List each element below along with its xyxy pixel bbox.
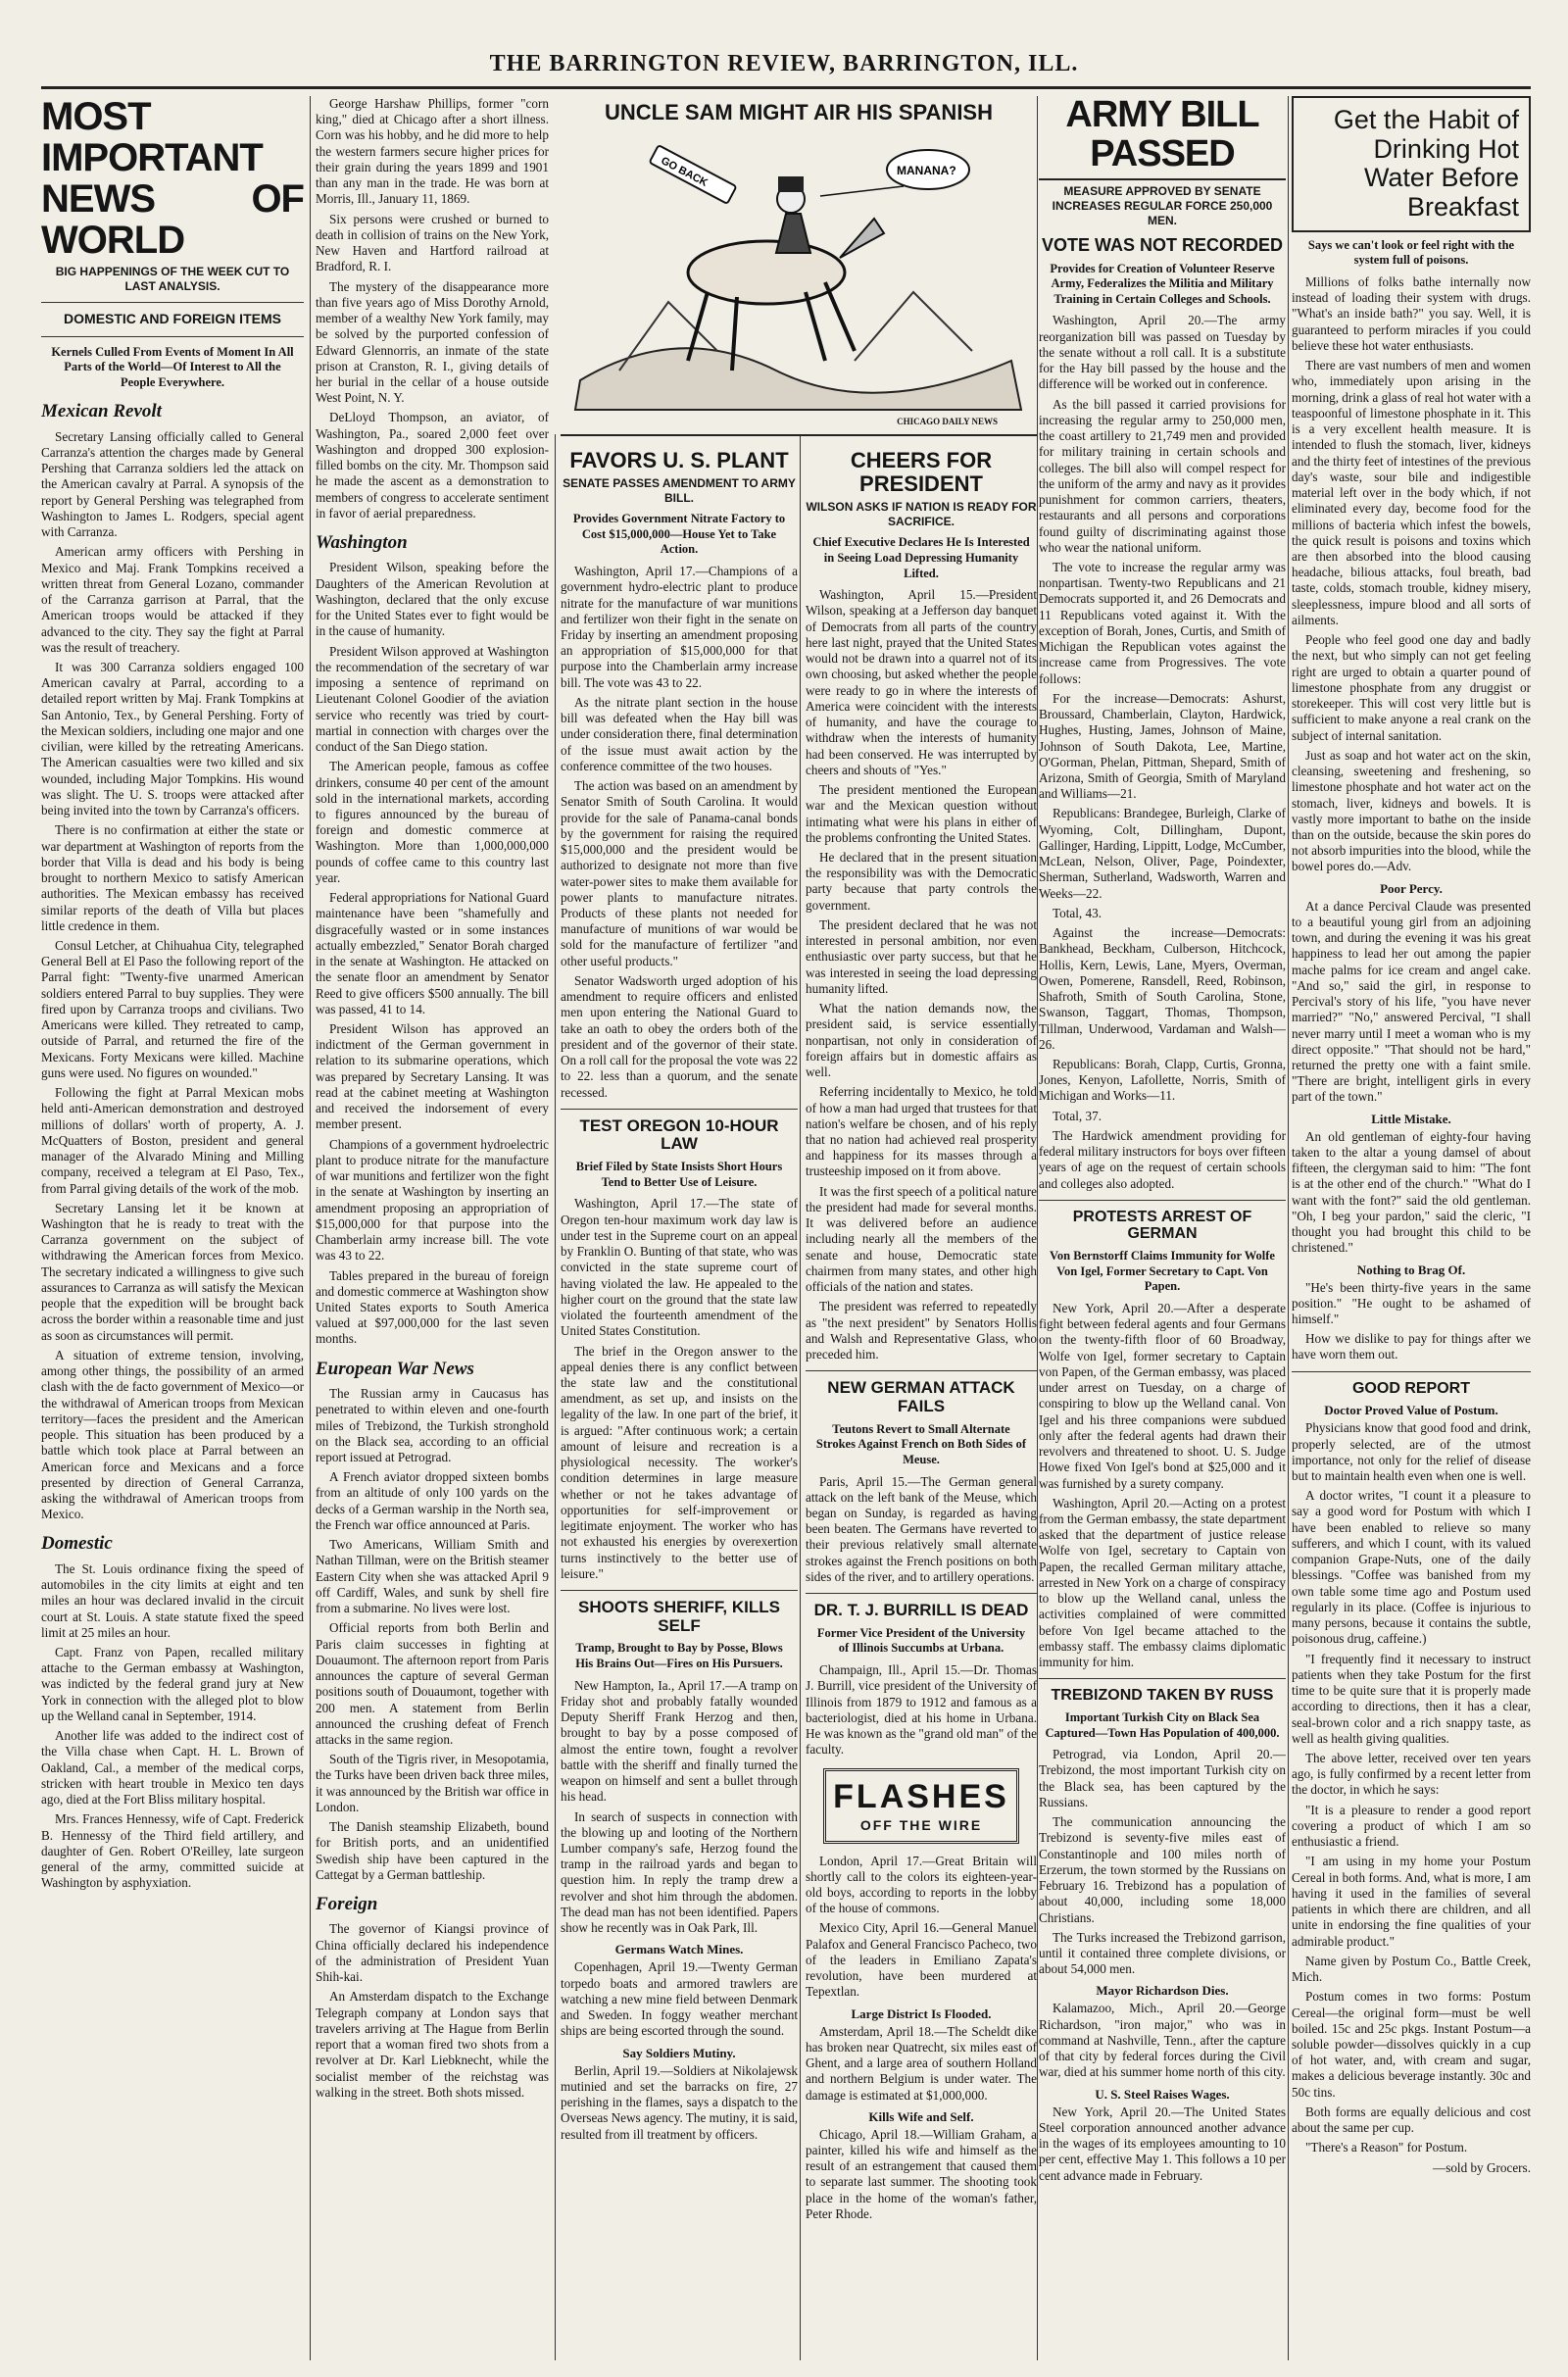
paragraph: Postum comes in two forms: Postum Cereal—the original form—must be well boiled. 15c and 25c pkgs. Instant Postum—a soluble powder—dissolves quickly in a cup of hot water, and, with cream and sugar, makes a delicious beverage instantly. 30c and 50c tins. — [1292, 1989, 1531, 2100]
column-2 — [316, 96, 549, 2360]
paragraph: Both forms are equally delicious and cost about the same per cup. — [1292, 2104, 1531, 2136]
paragraph: Total, 37. — [1053, 1108, 1102, 1123]
deck: Provides for Creation of Volunteer Reserve Army, Federalizes the Militia and Military Training in Certain Colleges and Schools. — [1050, 261, 1275, 306]
headline: DR. T. J. BURRILL IS DEAD — [813, 1601, 1029, 1620]
paragraph: American army officers with Pershing in Mexico and Maj. Frank Tompkins received a written threat from General Lozano, commander of the Carranza garrison at Parral, that the American troops would be attacked if they advanced to the city. They say the fight at Parral was the result of treachery. — [41, 544, 304, 655]
paragraph: President Wilson, speaking before the Daughters of the American Revolution at Washington, declared that the only excuse for the United States ever to fight would be in the cause of humanity. — [316, 560, 549, 639]
deck: Former Vice President of the University of Illinois Succumbs at Urbana. — [816, 1625, 1026, 1656]
subheading: Kills Wife and Self. — [868, 2108, 974, 2124]
paragraph: Washington, April 15.—President Wilson, speaking at a Jefferson day banquet of Democrats from all parts of the country here last night, prayed that the United States would not be drawn into a quarrel not of its own choosing, but asked whether the people were ready to go in where the interests of America were coincident with the interests of humanity, and have the courage to withdraw when the interests of humanity had been conserved. He was interrupted by cheers and shouts of "Yes." — [806, 587, 1037, 777]
paragraph: Name given by Postum Co., Battle Creek, Mich. — [1292, 1953, 1531, 1985]
paragraph: In search of suspects in connection with the blowing up and looting of the Northern Lumber company's safe, Herzog found the tramp in the railroad yards and began to question him. In reply the tramp drew a revolver and shot him through the abdomen. The dead man has not been identified. Papers show he recently was in Oak Park, Ill. — [561, 1808, 798, 1936]
headline: NEW GERMAN ATTACK FAILS — [827, 1378, 1015, 1415]
divider — [1039, 1200, 1286, 1201]
column-4 — [806, 441, 1037, 2360]
paragraph: The St. Louis ordinance fixing the speed of automobiles in the city limits at eight and ten miles an hour was declared invalid in the circuit court at St. Louis. A state statute fixed the speed limit at 25 miles an hour. — [41, 1560, 304, 1640]
paragraph: Secretary Lansing officially called to General Carranza's attention the charges made by General Pershing that Carranza soldiers led the attack on the American cavalry at Parral. A synopsis of the report by General Pershing was telegraphed from Washington to James L. Rodgers, special agent with Carranza. — [41, 428, 304, 540]
subheading: Large District Is Flooded. — [851, 2006, 992, 2021]
paragraph: Total, 43. — [1053, 905, 1102, 920]
top-rule — [41, 86, 1531, 89]
paragraph: For the increase—Democrats: Ashurst, Broussard, Chamberlain, Clayton, Hardwick, Hughes, Husting, James, Johnson of Maine, Johnson of South Dakota, Lee, Martine, O'Gorman, Phelan, Pittman, Shepard, Smith of Arizona, Smith of Georgia, Smith of Maryland and Williams—21. — [1039, 690, 1286, 802]
column-rule — [1288, 96, 1289, 2360]
section-heading: European War News — [316, 1358, 474, 1379]
paragraph: —sold by Grocers. — [1433, 2159, 1531, 2175]
paragraph: Washington, April 17.—Champions of a government hydro-electric plant to produce nitrate for the manufacture of war munitions and fertilizer won their fight in the senate on Friday by inserting an amendment proposing an appropriation of $15,000,000 for that purpose into the Chamberlain army increase bill. The vote was 43 to 22. — [561, 564, 798, 690]
column-rule — [800, 434, 801, 2360]
paragraph: Referring incidentally to Mexico, he told of how a man had urged that trustees for that nation's welfare be chosen, and of his reply that no nation had achieved real prosperity and happiness for its masses through a trusteeship imposed on it from above. — [806, 1084, 1037, 1179]
paragraph: People who feel good one day and badly the next, but who simply can not get feeling right are urged to obtain a quarter pound of limestone phosphate from any druggist or storekeeper. This will cost very little but is sufficient to make anyone a real crank on the subject of internal sanitation. — [1292, 632, 1531, 743]
paragraph: The president declared that he was not interested in personal ambition, nor even enthusiastic over party success, but that he was interested in seeing the load depressing humanity lifted. — [806, 916, 1037, 996]
paragraph: Champions of a government hydroelectric plant to produce nitrate for the manufacture of war munitions and fertilizer won the fight in the senate at Washington by inserting an amendment proposing an appropriation of $15,000,000 for that purpose into the Chamberlain army increase bill. The vote was 43 to 22. — [316, 1136, 549, 1263]
paragraph: The Turks increased the Trebizond garrison, until it contained three complete divisions, or about 54,000 men. — [1039, 1929, 1286, 1977]
paragraph: What the nation demands now, the president said, is service essentially nonpartisan, not only in consideration of foreign affairs but in domestic affairs as well. — [806, 1001, 1037, 1080]
headline: TREBIZOND TAKEN BY RUSS — [1051, 1687, 1274, 1705]
paragraph: Chicago, April 18.—William Graham, a painter, killed his wife and himself as the result of an estrangement that caused them to separate last summer. The shooting took place in the home of the woman's father, Peter Rhode. — [806, 2126, 1037, 2221]
headline: FAVORS U. S. PLANT — [569, 448, 789, 472]
headline: VOTE WAS NOT RECORDED — [1041, 234, 1283, 255]
paragraph: Washington, April 20.—The army reorganization bill was passed on Tuesday by the senate without a roll call. It is a substitute for the Hay bill passed by the house and the difference will be worked out in conference. — [1039, 313, 1286, 392]
paragraph: The vote to increase the regular army was nonpartisan. Twenty-two Republicans and 21 Democrats supported it, and 26 Democrats and 11 Republicans voted against it. With the exception of Borah, Jones, Curtis, and Smith of Michigan the Republican votes against the increase came from Progressives. The vote follows: — [1039, 559, 1286, 686]
divider — [561, 1590, 798, 1591]
deck: Kernels Culled From Events of Moment In All Parts of the World—Of Interest to All the People Everywhere. — [51, 344, 294, 389]
paragraph: Washington, April 17.—The state of Oregon ten-hour maximum work day law is under test in the Supreme court on an appeal by Franklin O. Bunting of that state, who was convicted in the state supreme court of having violated the law. He appealed to the higher court on the ground that the state law violated the fourteenth amendment of the United States Constitution. — [561, 1196, 798, 1339]
paragraph: It was the first speech of a political nature the president had made for several months. It was delivered before an audience including nearly all the members of the senate and house, Democratic state chairmen from many states, and other high officials of the nation and states. — [806, 1183, 1037, 1295]
paragraph: How we dislike to pay for things after we have worn them out. — [1292, 1331, 1531, 1362]
paragraph: The president was referred to repeatedly as "the next president" by Senators Hollis and Walsh and Representative Glass, who preceded him. — [806, 1299, 1037, 1362]
column-rule — [1037, 96, 1038, 2360]
subheading: Say Soldiers Mutiny. — [622, 2045, 736, 2060]
paragraph: Champaign, Ill., April 15.—Dr. Thomas J. Burrill, vice president of the University of Illinois from 1879 to 1912 and famous as a bacteriologist, died at his home in Urbana. He was known as the "grand old man" of the faculty. — [806, 1662, 1037, 1758]
paragraph: Republicans: Brandegee, Burleigh, Clarke of Wyoming, Colt, Dillingham, Dupont, Gallinger, Harding, Lippitt, Lodge, McCumber, McLean, Nelson, Oliver, Page, Poindexter, Sherman, Sutherland, Wadsworth, Warren and Weeks—22. — [1039, 806, 1286, 901]
paragraph: An Amsterdam dispatch to the Exchange Telegraph company at London says that travelers arriving at The Hague from Berlin report that a woman fired two shots from a revolver at Dr. Karl Liebknecht, while the socialist member of the reichstag was walking in the street. Both shots missed. — [316, 1989, 549, 2100]
headline: SHOOTS SHERIFF, KILLS SELF — [578, 1598, 780, 1635]
paragraph: The above letter, received over ten years ago, is fully confirmed by a recent letter from the doctor, in which he says: — [1292, 1750, 1531, 1798]
deck: Provides Government Nitrate Factory to Cost $15,000,000—House Yet to Take Action. — [572, 512, 786, 557]
paragraph: Secretary Lansing let it be known at Washington that he is ready to treat with the Carranza government on the subject of withdrawing the American forces from Mexico. The secretary indicated a willingness to give such assurances to Carranza as will satisfy the Mexican people that the expedition will be brought back across the border within a reasonable time and just as soon as circumstances will permit. — [41, 1200, 304, 1343]
headline: GOOD REPORT — [1351, 1379, 1470, 1397]
paragraph: The governor of Kiangsi province of China officially declared his independence of the administration of President Yuan Shih-kai. — [316, 1921, 549, 1985]
divider — [561, 1109, 798, 1110]
column-rule — [310, 96, 311, 2360]
deck: SENATE PASSES AMENDMENT TO ARMY BILL. — [563, 476, 796, 506]
paragraph: As the bill passed it carried provisions for increasing the regular army to 250,000 men, the coast artillery to 21,749 men and provided for military training in certain schools and colleges. The bill also will compel respect for the uniform of the army and navy as it provides punishment for common carriers, theaters, restaurants and all persons and corporations found guilty of discriminating against those who wear the national uniform. — [1039, 396, 1286, 555]
cartoon-sign: GO BACK — [659, 155, 710, 190]
paragraph: President Wilson approved at Washington the recommendation of the secretary of war imposing a sentence of reprimand on Lieutenant Colonel Goodier of the aviation service who recently was tried by court-martial in connection with charges over the conduct of the San Diego station. — [316, 643, 549, 755]
paragraph: Consul Letcher, at Chihuahua City, telegraphed General Bell at El Paso the following report of the Parral fight: "Twenty-five unarmed American soldiers entered Parral to buy supplies. They were fired upon by Carranza troops and civilians. Two Americans were killed. They retreated to camp, outside of Parral, and returned the fire of the Mexicans. Forty Mexicans were killed. Machine guns were used. No figures on wounded." — [41, 938, 304, 1080]
paragraph: Kalamazoo, Mich., April 20.—George Richardson, "iron major," who was in command at Nashville, Tenn., after the capture of that city by federal forces during the Civil war, died at his summer home north of this city. — [1039, 2001, 1286, 2080]
paragraph: A French aviator dropped sixteen bombs from an altitude of only 100 yards on the decks of a German warship in the North sea, the French war office announced at Paris. — [316, 1469, 549, 1532]
divider — [41, 302, 304, 303]
paragraph: Against the increase—Democrats: Bankhead, Beckham, Culberson, Hitchcock, Hollis, Kern, Lewis, Lane, Myers, Overman, Owen, Pomerene, Ransdell, Reed, Robinson, Shafroth, Smith of South Carolina, Stone, Swanson, Taggart, Thomas, Thompson, Tillman, Underwood, Vardaman and Walsh—26. — [1039, 925, 1286, 1052]
paragraph: President Wilson has approved an indictment of the German government in relation to its submarine operations, which was prepared by Secretary Lansing. It was read at the cabinet meeting at Washington and received the indorsement of every member present. — [316, 1021, 549, 1132]
section-heading: Foreign — [316, 1894, 378, 1915]
paragraph: Berlin, April 19.—Soldiers at Nikolajewsk mutinied and set the barracks on fire, 27 perishing in the flames, says a dispatch to the Overseas News agency. The mutiny, it is said, resulted from ill treatment by officers. — [561, 2062, 798, 2142]
paragraph: Senator Wadsworth urged adoption of his amendment to require officers and enlisted men upon entering the National Guard to take an oath to obey the orders both of the president and of the governor of their state. On a roll call for the proposal the vote was 22 to 22. less than a quorum, and the senate recessed. — [561, 972, 798, 1100]
paragraph: South of the Tigris river, in Mesopotamia, the Turks have been driven back three miles, it was announced by the British war office in London. — [316, 1752, 549, 1814]
divider — [806, 1370, 1037, 1371]
cartoon-credit: CHICAGO DAILY NEWS — [897, 417, 998, 426]
paragraph: The Russian army in Caucasus has penetrated to within eleven and one-fourth miles of Trebizond, the Turkish stronghold on the Black sea, according to an official report issued at Petrograd. — [316, 1386, 549, 1464]
paragraph: The American people, famous as coffee drinkers, consume 40 per cent of the amount sold in the international markets, according to figures announced by the bureau of foreign and domestic commerce at Washington. More than 1,000,000,000 pounds of coffee came to this country last year. — [316, 759, 549, 885]
main-headline: MOST IMPORTANT NEWS OF WORLD — [41, 96, 304, 262]
deck: Von Bernstorff Claims Immunity for Wolfe Von Igel, Former Secretary to Capt. Von Papen. — [1050, 1249, 1275, 1294]
paragraph: Washington, April 20.—Acting on a protest from the German embassy, the state department asked that the department of justice release Wolfe von Igel, secretary to Captain von Papen, the recalled German military attache, arrested in New York on a charge of conspiracy to blow up the Welland canal, unless the activities complained of were committed before Von Igel became attached to the embassy staff. The embassy claims diplomatic immunity for him. — [1039, 1495, 1286, 1670]
subheading: U. S. Steel Raises Wages. — [1095, 2086, 1230, 2102]
paragraph: Millions of folks bathe internally now instead of loading their system with drugs. "What's an inside bath?" you say. Well, it is guaranteed to perform miracles if you could believe these hot water enthusiasts. — [1292, 274, 1531, 353]
paragraph: The action was based on an amendment by Senator Smith of South Carolina. It would provide for the sale of Panama-canal bonds by the government for raising the required $15,000,000 and the president would be authorized to designate not more than five water-power sites to make them available for power plants to manufacture nitrates. Products of these plants not needed for manufacture of munitions of war would be sold for the manufacture of fertilizer "and other useful products." — [561, 778, 798, 968]
paragraph: Official reports from both Berlin and Paris claim successes in fighting at Douaumont. The afternoon report from Paris announces the capture of several German positions south of Douaumont, together with 200 men. A statement from Berlin announced the crushing defeat of French attacks in the same region. — [316, 1620, 549, 1747]
paragraph: Following the fight at Parral Mexican mobs held anti-American demonstration and destroyed millions of dollars' worth of property, A. J. McQuatters of Boston, president and general manager of the Alvarado Mining and Milling company, received a telegram at El Paso, Tex., from Parral giving details of the work of the mob. — [41, 1085, 304, 1196]
paragraph: The Hardwick amendment providing for federal military instructors for boys over fifteen years of age on the request of certain schools and colleges also adopted. — [1039, 1127, 1286, 1191]
section-heading: Mexican Revolt — [41, 401, 162, 422]
headline: PROTESTS ARREST OF GERMAN — [1072, 1208, 1252, 1243]
cartoon-illustration — [561, 125, 1037, 420]
deck: WILSON ASKS IF NATION IS READY FOR SACRIFICE. — [806, 500, 1037, 529]
paragraph: The mystery of the disappearance more than five years ago of Miss Dorothy Arnold, member of a wealthy New York family, may be solved by the purported confession of Edward Glennorris, an inmate of the state prison at Cranston, R. I., giving details of her burial in the cellar of a house outside West Point, N. Y. — [316, 278, 549, 406]
paragraph: New York, April 20.—After a desperate fight between federal agents and four Germans on the twenty-fifth floor of 60 Broadway, Wolfe von Igel, former secretary to Captain von Papen, of the German embassy, was placed under arrest on Tuesday, on a charge of conspiring to blow up the Welland canal. Von Igel and his three companions were subdued only after the federal agents had drawn their revolvers and threatened to shoot. U. S. Judge Howe fixed Von Igel's bond at $25,000 and it was furnished by a surety company. — [1039, 1300, 1286, 1491]
paragraph: London, April 17.—Great Britain will shortly call to the colors its eighteen-year-old boys, according to reports in the lobby of the house of commons. — [806, 1853, 1037, 1916]
paragraph: At a dance Percival Claude was presented to a beautiful young girl from an adjoining town, and during the evening it was his great happiness to lead her out among the papier mache palms for ice cream and angel cake. "And so," said the girl, in response to Percival's story of his life, "you have never married?" "No," answered Percival, "I shall never marry until I meet a woman who is my direct opposite." "That should not be hard," returned the pretty one with a faint smile. "There are bright, intelligent girls in every part of the town." — [1292, 898, 1531, 1105]
deck: Teutons Revert to Small Alternate Strokes Against French on Both Sides of Meuse. — [815, 1421, 1027, 1466]
paragraph: Mrs. Frances Hennessy, wife of Capt. Frederick B. Hennessy of the Third field artillery, and daughter of Gen. Robert O'Reilley, late surgeon general of the army, committed suicide at Washington by asphyxiation. — [41, 1811, 304, 1891]
deck: Important Turkish City on Black Sea Captured—Town Has Population of 400,000. — [1045, 1709, 1280, 1740]
column-1 — [41, 96, 304, 2360]
subheading: Nothing to Brag Of. — [1356, 1262, 1466, 1277]
paragraph: "I frequently find it necessary to instruct patients when they take Postum for the first time to be quite sure that it is properly made according to directions, then it has a clear, seal-brown color and a rich snappy taste, as well as health giving qualities. — [1292, 1651, 1531, 1746]
paragraph: The Danish steamship Elizabeth, bound for British ports, and an unidentified Swedish ship have been captured in the Cattegat by a German battleship. — [316, 1819, 549, 1882]
section-heading: Domestic — [41, 1533, 113, 1555]
column-3 — [561, 441, 798, 2360]
deck: Tramp, Brought to Bay by Posse, Blows His Brains Out—Fires on His Pursuers. — [575, 1641, 783, 1671]
divider — [41, 336, 304, 337]
paragraph: He declared that in the present situation the responsibility was with the Democratic party because that party controls the government. — [806, 850, 1037, 913]
subheading: Mayor Richardson Dies. — [1096, 1983, 1229, 1999]
paragraph: Two Americans, William Smith and Nathan Tillman, were on the British steamer Eastern City when she was attacked April 9 off Cardiff, Wales, and sunk by shell fire from a submarine. No lives were lost. — [316, 1537, 549, 1616]
advert-headline: Get the Habit of Drinking Hot Water Before Breakfast — [1333, 105, 1519, 223]
subheading: Germans Watch Mines. — [614, 1942, 744, 1957]
paragraph: "I am using in my home your Postum Cereal in both forms. And, what is more, I am having it used in the families of several patients in which there are children, and all unite in endorsing the fine qualities of your admirable product." — [1292, 1854, 1531, 1949]
headline: ARMY BILL PASSED — [1039, 96, 1286, 180]
paragraph: New York, April 20.—The United States Steel corporation announced another advance in the wages of its employees amounting to 10 per cent, effective May 1. This follows a 10 per cent advance made in February. — [1039, 2104, 1286, 2183]
column-5 — [1039, 96, 1286, 2360]
paragraph: Six persons were crushed or burned to death in collision of trains on the New York, New Haven and Hartford railroad at Bradford, R. I. — [316, 211, 549, 274]
flashes-title: FLASHES — [833, 1777, 1009, 1815]
paragraph: Petrograd, via London, April 20.—Trebizond, the most important Turkish city on the Black sea, has been captured by the Russians. — [1039, 1747, 1286, 1809]
divider — [806, 1593, 1037, 1594]
paragraph: Capt. Franz von Papen, recalled military attache to the German embassy at Washington, was indicted by the federal grand jury at New York in connection with the alleged plot to blow up the Welland canal in September, 1914. — [41, 1644, 304, 1723]
flashes-box — [823, 1768, 1019, 1844]
cartoon-title: UNCLE SAM MIGHT AIR HIS SPANISH — [604, 100, 993, 124]
paragraph: "It is a pleasure to render a good report covering a product of which I am so enthusiastic a friend. — [1292, 1802, 1531, 1850]
paragraph: There is no confirmation at either the state or war department at Washington of reports from the border that Villa is dead and his body is being brought to northern Mexico to satisfy American authorities. The Mexican embassy has received similar reports of the death of Villa but places little credence in them. — [41, 822, 304, 933]
paragraph: Amsterdam, April 18.—The Scheldt dike has broken near Quatrecht, six miles east of Ghent, and a large area of southern Holland and northern Belgium is under water. The damage is estimated at $1,000,000. — [806, 2023, 1037, 2103]
column-rule — [555, 434, 556, 2360]
paragraph: A doctor writes, "I count it a pleasure to say a good word for Postum with which I have been enabled to relieve so many sufferers, and which I count, with its valued companion Grape-Nuts, one of the daily blessings. "Coffee was banished from my own table some time ago and Postum used regularly in its place. (Coffee is injurious to many persons, because it contains the subtle, poisonous drug, caffeine.) — [1292, 1488, 1531, 1647]
paragraph: New Hampton, Ia., April 17.—A tramp on Friday shot and probably fatally wounded Deputy Sheriff Frank Herzog and then, brought to bay by a posse composed of almost the entire town, fought a revolver battle with the sheriff and finally turned the weapon on himself and sent a bullet through his head. — [561, 1677, 798, 1805]
headline: CHEERS FOR PRESIDENT — [850, 448, 993, 497]
editorial-cartoon — [561, 96, 1037, 436]
subheading: Poor Percy. — [1380, 880, 1443, 896]
paragraph: The brief in the Oregon answer to the appeal denies there is any conflict between the state law and the constitutional amendment, as set up, and insists on the legality of the law. In one part of the brief, it is argued: "After continuous work; a certain amount of leisure and recreation is a physiological necessity. The worker's condition determines in large measure whether or not he takes advantage of opportunities for self-improvement or legitimate enjoyment. The worker who has not exhausted his energies by overexertion turns instinctively to the better use of leisure." — [561, 1343, 798, 1581]
paragraph: Federal appropriations for National Guard maintenance have been "shamefully and disgracefully wasted or in some instances actually embezzled," Senator Borah charged in the senate at Washington. He attacked on the senate floor an amendment by Senator Reed to give officers $500 annually. The bill was passed, 41 to 14. — [316, 890, 549, 1016]
deck: BIG HAPPENINGS OF THE WEEK CUT TO LAST ANALYSIS. — [55, 265, 290, 293]
advert-headline-box — [1292, 96, 1531, 232]
paragraph: A situation of extreme tension, involving, among other things, the possibility of an armed clash with the de facto government of Mexico—or the withdrawal of American troops from Mexican territory—faces the president and the American people. This situation has been produced by a battle which took place at Parral between an American force and Mexicans and a force presented by direction of General Carranza, asking the withdrawal of American troops from Mexico. — [41, 1347, 304, 1522]
paragraph: "There's a Reason" for Postum. — [1305, 2140, 1468, 2155]
paragraph: Another life was added to the indirect cost of the Villa chase when Capt. H. L. Brown of Oakland, Cal., a member of the medical corps, stricken with heart trouble in Mexico ten days ago, died at the Fort Bliss military hospital. — [41, 1728, 304, 1808]
paragraph: Just as soap and hot water act on the skin, cleansing, sweetening and freshening, so limestone phosphate and hot water act on the stomach, liver, kidneys and bowels. It is vastly more important to bathe on the inside than on the outside, because the skin pores do not absorb impurities into the blood, while the bowel pores do.—Adv. — [1292, 747, 1531, 874]
paragraph: There are vast numbers of men and women who, immediately upon arising in the morning, drink a glass of real hot water with a teaspoonful of limestone phosphate in it. This is a very excellent health measure. It is intended to flush the stomach, liver, kidneys and the thirty feet of intestines of the previous day's waste, sour bile and indigestible material left over in the body which, if not eliminated every day, become food for the millions of bacteria which infest the bowels, the quick result is poisons and toxins which are then absorbed into the blood causing headache, bilious attacks, foul breath, bad taste, colds, stomach trouble, kidney misery, sleeplessness, impure blood and all sorts of ailments. — [1292, 358, 1531, 627]
deck: Brief Filed by State Insists Short Hours Tend to Better Use of Leisure. — [575, 1160, 783, 1189]
paragraph: Mexico City, April 16.—General Manuel Palafox and General Francisco Pacheco, two of the leaders in Emiliano Zapata's revolution, have been murdered at Tepextlan. — [806, 1920, 1037, 2000]
deck: MEASURE APPROVED BY SENATE INCREASES REGULAR FORCE 250,000 MEN. — [1052, 183, 1273, 227]
paragraph: Paris, April 15.—The German general attack on the left bank of the Meuse, which began on Sunday, is regarded as having been beaten. The Germans have reverted to their previous relatively small alternate strokes against the French positions on both sides of the river, and to artillery operations. — [806, 1473, 1037, 1584]
section-heading: Washington — [316, 532, 408, 554]
divider — [1039, 1678, 1286, 1679]
paragraph: Physicians know that good food and drink, properly selected, are of the utmost importance, not only for the relief of disease but to maintain health even when one is well. — [1292, 1420, 1531, 1483]
paragraph: It was 300 Carranza soldiers engaged 100 American cavalry at Parral, according to a detailed report written by Maj. Frank Tompkins at San Antonio, Tex., by General Pershing. Forty of the Mexican soldiers, including one major and one civilian, were killed by the retreating Americans. The American casualties were two killed and six wounded, including Major Tompkins. His wound was slight. The U. S. troops were attacked after being invited into the town by Carranza's officers. — [41, 660, 304, 818]
deck: Chief Executive Declares He Is Interested in Seeing Load Depressing Humanity Lifted. — [812, 535, 1030, 580]
paragraph: The president mentioned the European war and the Mexican question without intimating what were his plans in either of the problems confronting the United States. — [806, 782, 1037, 845]
paragraph: Tables prepared in the bureau of foreign and domestic commerce at Washington show United States exports to South America valued at $97,000,000 for the last seven months. — [316, 1267, 549, 1347]
paragraph: George Harshaw Phillips, former "corn king," died at Chicago after a short illness. Corn was his hobby, and he did more to help the western farmers secure higher prices for their grain during the years 1899 and 1901 than any man in the trade. He was born at Morris, Ill., January 11, 1869. — [316, 96, 549, 207]
paragraph: The communication announcing the Trebizond is seventy-five miles east of Constantinople and 100 miles north of Erzerum, the town stormed by the Russians on February 16. Trebizond has a population of about 40,000, including some 18,000 Christians. — [1039, 1814, 1286, 1925]
headline: TEST OREGON 10-HOUR LAW — [579, 1115, 779, 1154]
deck: DOMESTIC AND FOREIGN ITEMS — [64, 311, 281, 326]
flashes-subtitle: OFF THE WIRE — [859, 1817, 983, 1834]
paragraph: As the nitrate plant section in the house bill was defeated when the Hay bill was under consideration there, final determination of the issue must await action by the conference committee of the two houses. — [561, 694, 798, 773]
divider — [1292, 1371, 1531, 1372]
paragraph: DeLloyd Thompson, an aviator, of Washington, Pa., soared 2,000 feet over Washington and dropped 300 explosion-filled bombs on the city. Mr. Thompson said he made the ascent as a demonstration to members of congress to accelerate sentiment in favor of aerial preparedness. — [316, 410, 549, 520]
masthead: THE BARRINGTON REVIEW, BARRINGTON, ILL. — [489, 51, 1079, 76]
paragraph: Republicans: Borah, Clapp, Curtis, Gronna, Jones, Kenyon, Lafollette, Norris, Smith of Michigan and Works—11. — [1039, 1057, 1286, 1104]
subheading: Doctor Proved Value of Postum. — [1324, 1403, 1498, 1418]
speech-bubble: MANANA? — [897, 164, 956, 177]
subheading: Little Mistake. — [1371, 1111, 1451, 1126]
column-6 — [1292, 96, 1531, 2360]
paragraph: "He's been thirty-five years in the same position." "He ought to be ashamed of himself." — [1292, 1279, 1531, 1327]
paragraph: An old gentleman of eighty-four having taken to the altar a young damsel of about fifteen, the clergyman said to him: "The font is at the other end of the church." "What do I want with the font?" said the old gentleman. "Oh, I beg your pardon," said the cleric, "I thought you had brought this child to be christened." — [1292, 1128, 1531, 1256]
paragraph: Copenhagen, April 19.—Twenty German torpedo boats and armored trawlers are watching a new mine field between Denmark and Sweden. In foggy weather merchant ships are being escorted through the sound. — [561, 1959, 798, 2039]
deck: Says we can't look or feel right with the system full of poisons. — [1307, 237, 1515, 268]
